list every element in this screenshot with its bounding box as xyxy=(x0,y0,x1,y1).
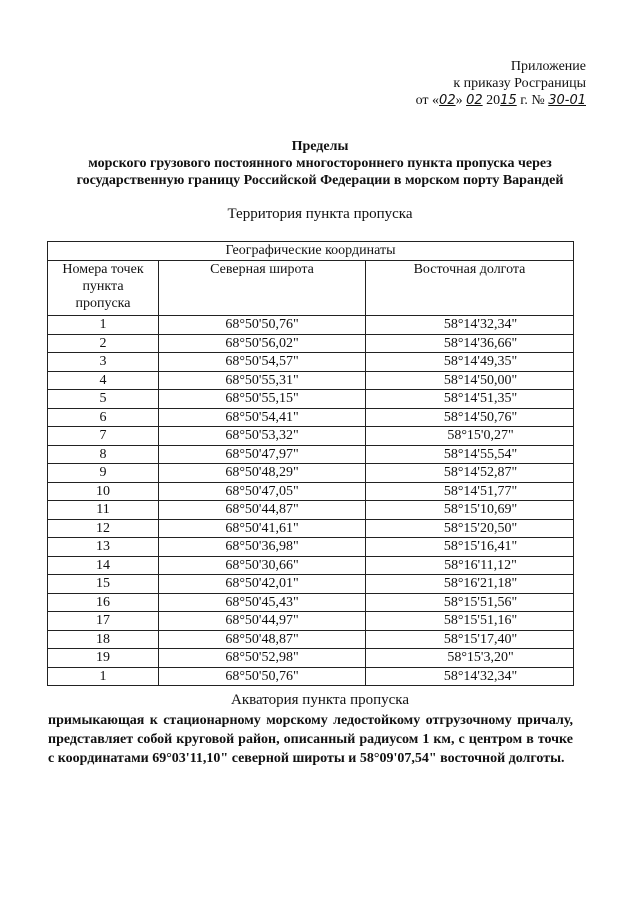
aquatory-title: Акватория пункта пропуска xyxy=(230,692,410,708)
title-line-3: государственную границу Российской Федерации в морском порту Варандей xyxy=(76,173,564,188)
latitude-header: Северная широта xyxy=(159,261,366,316)
table-row xyxy=(48,408,574,427)
order-number-prefix: г. № xyxy=(520,93,545,108)
point-number-cell: 17 xyxy=(48,612,159,631)
latitude-cell: 68°50'41,61" xyxy=(159,519,366,538)
latitude-cell: 68°50'48,87" xyxy=(159,630,366,649)
point-number-cell: 18 xyxy=(48,630,159,649)
longitude-cell: 58°14'55,54" xyxy=(366,445,574,464)
date-month: 02 xyxy=(466,93,483,108)
latitude-cell: 68°50'47,97" xyxy=(159,445,366,464)
latitude-cell: 68°50'50,76" xyxy=(159,667,366,686)
latitude-cell: 68°50'52,98" xyxy=(159,649,366,668)
longitude-cell: 58°14'49,35" xyxy=(366,353,574,372)
longitude-cell: 58°15'10,69" xyxy=(366,501,574,520)
table-row xyxy=(48,667,574,686)
point-number-cell: 1 xyxy=(48,667,159,686)
latitude-cell: 68°50'53,32" xyxy=(159,427,366,446)
latitude-cell: 68°50'30,66" xyxy=(159,556,366,575)
title-line-2: морского грузового постоянного многостороннего пункта пропуска через xyxy=(88,156,552,171)
coordinates-table xyxy=(47,241,574,686)
longitude-cell: 58°15'20,50" xyxy=(366,519,574,538)
appendix-label: Приложение xyxy=(510,59,586,74)
longitude-cell: 58°15'16,41" xyxy=(366,538,574,557)
table-row xyxy=(48,316,574,335)
point-number-cell: 3 xyxy=(48,353,159,372)
longitude-cell: 58°15'51,56" xyxy=(366,593,574,612)
latitude-cell: 68°50'36,98" xyxy=(159,538,366,557)
longitude-header: Восточная долгота xyxy=(366,261,574,316)
table-row xyxy=(48,445,574,464)
point-number-cell: 16 xyxy=(48,593,159,612)
date-prefix: от « xyxy=(415,93,440,108)
table-row xyxy=(48,390,574,409)
longitude-cell: 58°14'32,34" xyxy=(366,667,574,686)
latitude-cell: 68°50'44,87" xyxy=(159,501,366,520)
table-row xyxy=(48,575,574,594)
longitude-cell: 58°15'17,40" xyxy=(366,630,574,649)
longitude-cell: 58°14'51,35" xyxy=(366,390,574,409)
latitude-cell: 68°50'54,41" xyxy=(159,408,366,427)
point-number-cell: 7 xyxy=(48,427,159,446)
table-row xyxy=(48,612,574,631)
point-number-header xyxy=(48,261,159,316)
appendix-date-line xyxy=(366,92,586,109)
appendix-block xyxy=(366,58,586,109)
point-number-cell: 10 xyxy=(48,482,159,501)
point-header-line-2: пункта xyxy=(82,279,124,294)
longitude-cell: 58°16'11,12" xyxy=(366,556,574,575)
longitude-cell: 58°15'0,27" xyxy=(366,427,574,446)
point-header-line-3: пропуска xyxy=(75,296,131,311)
point-number-cell: 9 xyxy=(48,464,159,483)
date-year-prefix: 20 xyxy=(486,93,501,108)
longitude-cell: 58°15'3,20" xyxy=(366,649,574,668)
point-number-cell: 2 xyxy=(48,334,159,353)
territory-title: Территория пункта пропуска xyxy=(227,206,413,222)
document-title xyxy=(40,138,600,189)
aquatory-text: примыкающая к стационарному морскому ледостойкому отгрузочному причалу, представляет собой круговой район, описанный радиусом 1 км, с центром в точке с координатами 69°03'11,10" северной широты и 58°09'07,54" восточной долготы. xyxy=(48,713,573,766)
appendix-order: к приказу Росграницы xyxy=(453,76,586,91)
point-number-cell: 19 xyxy=(48,649,159,668)
latitude-cell: 68°50'55,15" xyxy=(159,390,366,409)
longitude-cell: 58°14'50,76" xyxy=(366,408,574,427)
order-number: 30-01 xyxy=(548,93,586,108)
table-row xyxy=(48,593,574,612)
longitude-cell: 58°16'21,18" xyxy=(366,575,574,594)
latitude-cell: 68°50'42,01" xyxy=(159,575,366,594)
table-row xyxy=(48,630,574,649)
point-number-cell: 13 xyxy=(48,538,159,557)
point-number-cell: 11 xyxy=(48,501,159,520)
table-row xyxy=(48,649,574,668)
date-day: 02 xyxy=(439,93,456,108)
date-year-suffix: 15 xyxy=(500,93,517,108)
table-row xyxy=(48,334,574,353)
point-number-cell: 1 xyxy=(48,316,159,335)
point-number-cell: 14 xyxy=(48,556,159,575)
longitude-cell: 58°14'36,66" xyxy=(366,334,574,353)
table-row xyxy=(48,556,574,575)
longitude-cell: 58°14'50,00" xyxy=(366,371,574,390)
title-line-1: Пределы xyxy=(291,139,349,154)
longitude-cell: 58°14'52,87" xyxy=(366,464,574,483)
geo-coordinates-header: Географические координаты xyxy=(48,242,574,261)
table-row xyxy=(48,353,574,372)
table-row xyxy=(48,538,574,557)
latitude-cell: 68°50'45,43" xyxy=(159,593,366,612)
latitude-cell: 68°50'56,02" xyxy=(159,334,366,353)
point-number-cell: 8 xyxy=(48,445,159,464)
table-row xyxy=(48,427,574,446)
longitude-cell: 58°15'51,16" xyxy=(366,612,574,631)
table-row xyxy=(48,482,574,501)
table-row xyxy=(48,519,574,538)
point-header-line-1: Номера точек xyxy=(62,262,144,277)
longitude-cell: 58°14'32,34" xyxy=(366,316,574,335)
latitude-cell: 68°50'44,97" xyxy=(159,612,366,631)
date-mid: » xyxy=(455,93,463,108)
longitude-cell: 58°14'51,77" xyxy=(366,482,574,501)
latitude-cell: 68°50'50,76" xyxy=(159,316,366,335)
table-row xyxy=(48,371,574,390)
latitude-cell: 68°50'47,05" xyxy=(159,482,366,501)
point-number-cell: 12 xyxy=(48,519,159,538)
latitude-cell: 68°50'54,57" xyxy=(159,353,366,372)
latitude-cell: 68°50'55,31" xyxy=(159,371,366,390)
point-number-cell: 5 xyxy=(48,390,159,409)
table-row xyxy=(48,464,574,483)
point-number-cell: 6 xyxy=(48,408,159,427)
point-number-cell: 15 xyxy=(48,575,159,594)
point-number-cell: 4 xyxy=(48,371,159,390)
latitude-cell: 68°50'48,29" xyxy=(159,464,366,483)
table-row xyxy=(48,501,574,520)
